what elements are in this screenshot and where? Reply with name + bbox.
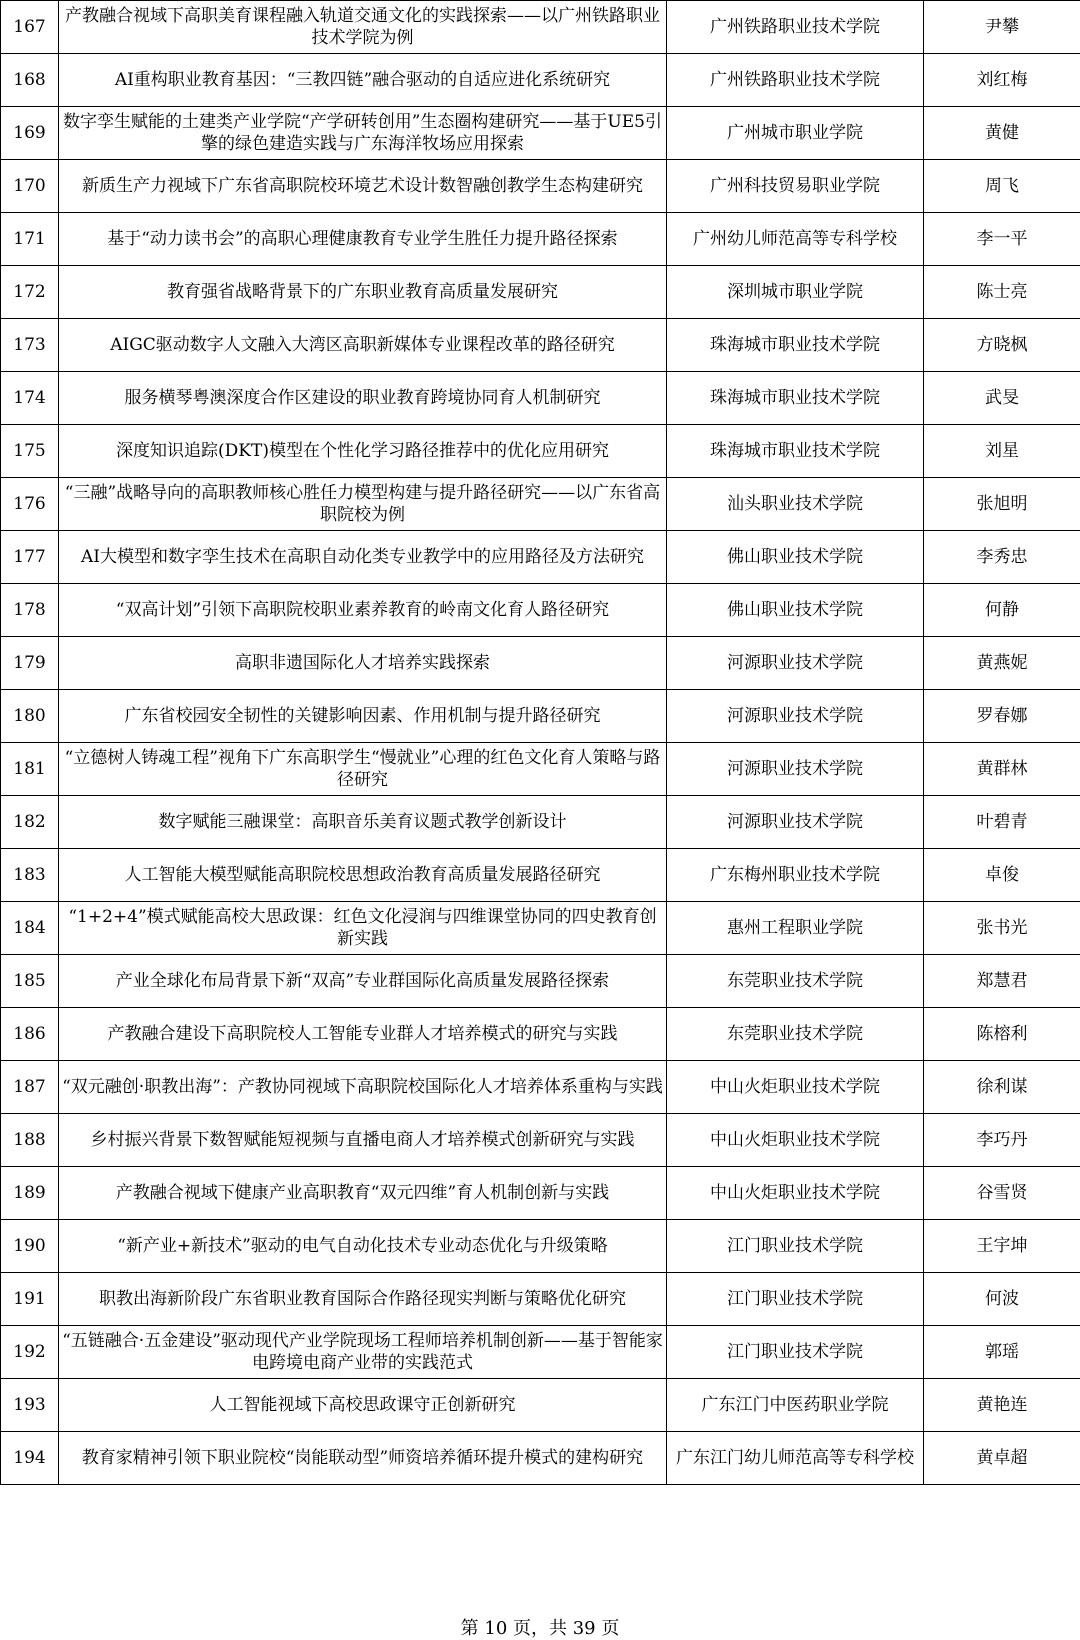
project-title: 产教融合视域下高职美育课程融入轨道交通文化的实践探索——以广州铁路职业技术学院为例: [59, 1, 667, 54]
table-row: [1, 1114, 1080, 1167]
institution: 河源职业技术学院: [667, 743, 924, 796]
row-number: 189: [1, 1167, 59, 1220]
row-number: 184: [1, 902, 59, 955]
project-leader: 张旭明: [924, 478, 1080, 531]
table-row: [1, 637, 1080, 690]
row-number: 193: [1, 1379, 59, 1432]
project-leader: 郑慧君: [924, 955, 1080, 1008]
institution: 广州铁路职业技术学院: [667, 54, 924, 107]
institution: 珠海城市职业技术学院: [667, 372, 924, 425]
project-title: AI重构职业教育基因：“三教四链”融合驱动的自适应进化系统研究: [59, 54, 667, 107]
project-leader: 刘红梅: [924, 54, 1080, 107]
institution: 广州科技贸易职业学院: [667, 160, 924, 213]
project-leader: 方晓枫: [924, 319, 1080, 372]
institution: 东莞职业技术学院: [667, 1008, 924, 1061]
table-row: [1, 54, 1080, 107]
project-title: 教育家精神引领下职业院校“岗能联动型”师资培养循环提升模式的建构研究: [59, 1432, 667, 1485]
project-title: “三融”战略导向的高职教师核心胜任力模型构建与提升路径研究——以广东省高职院校为例: [59, 478, 667, 531]
institution: 中山火炬职业技术学院: [667, 1114, 924, 1167]
project-leader: 何波: [924, 1273, 1080, 1326]
project-title: AI大模型和数字孪生技术在高职自动化类专业教学中的应用路径及方法研究: [59, 531, 667, 584]
table-row: [1, 1, 1080, 54]
project-title: 数字孪生赋能的土建类产业学院“产学研转创用”生态圈构建研究——基于UE5引擎的绿色建造实践与广东海洋牧场应用探索: [59, 107, 667, 160]
table-row: [1, 584, 1080, 637]
row-number: 186: [1, 1008, 59, 1061]
row-number: 170: [1, 160, 59, 213]
project-table-body: [1, 1, 1080, 1485]
project-leader: 黄艳连: [924, 1379, 1080, 1432]
table-row: [1, 955, 1080, 1008]
project-leader: 何静: [924, 584, 1080, 637]
row-number: 187: [1, 1061, 59, 1114]
institution: 广州城市职业学院: [667, 107, 924, 160]
row-number: 168: [1, 54, 59, 107]
institution: 广东梅州职业技术学院: [667, 849, 924, 902]
project-title: AIGC驱动数字人文融入大湾区高职新媒体专业课程改革的路径研究: [59, 319, 667, 372]
table-row: [1, 107, 1080, 160]
project-title: 职教出海新阶段广东省职业教育国际合作路径现实判断与策略优化研究: [59, 1273, 667, 1326]
project-title: 人工智能视域下高校思政课守正创新研究: [59, 1379, 667, 1432]
project-title: 产业全球化布局背景下新“双高”专业群国际化高质量发展路径探索: [59, 955, 667, 1008]
table-row: [1, 425, 1080, 478]
table-row: [1, 796, 1080, 849]
institution: 江门职业技术学院: [667, 1326, 924, 1379]
project-title: 乡村振兴背景下数智赋能短视频与直播电商人才培养模式创新研究与实践: [59, 1114, 667, 1167]
table-row: [1, 1061, 1080, 1114]
project-leader: 黄健: [924, 107, 1080, 160]
row-number: 176: [1, 478, 59, 531]
row-number: 173: [1, 319, 59, 372]
table-row: [1, 743, 1080, 796]
row-number: 185: [1, 955, 59, 1008]
row-number: 181: [1, 743, 59, 796]
table-row: [1, 849, 1080, 902]
project-title: 服务横琴粤澳深度合作区建设的职业教育跨境协同育人机制研究: [59, 372, 667, 425]
row-number: 180: [1, 690, 59, 743]
institution: 中山火炬职业技术学院: [667, 1061, 924, 1114]
table-row: [1, 531, 1080, 584]
row-number: 174: [1, 372, 59, 425]
project-title: “双高计划”引领下高职院校职业素养教育的岭南文化育人路径研究: [59, 584, 667, 637]
project-leader: 郭瑶: [924, 1326, 1080, 1379]
project-title: 广东省校园安全韧性的关键影响因素、作用机制与提升路径研究: [59, 690, 667, 743]
row-number: 194: [1, 1432, 59, 1485]
project-leader: 李秀忠: [924, 531, 1080, 584]
institution: 江门职业技术学院: [667, 1220, 924, 1273]
project-title: 数字赋能三融课堂：高职音乐美育议题式教学创新设计: [59, 796, 667, 849]
row-number: 182: [1, 796, 59, 849]
institution: 江门职业技术学院: [667, 1273, 924, 1326]
project-leader: 黄燕妮: [924, 637, 1080, 690]
institution: 佛山职业技术学院: [667, 584, 924, 637]
institution: 珠海城市职业技术学院: [667, 425, 924, 478]
project-title: 产教融合视域下健康产业高职教育“双元四维”育人机制创新与实践: [59, 1167, 667, 1220]
project-leader: 黄卓超: [924, 1432, 1080, 1485]
project-leader: 陈榕利: [924, 1008, 1080, 1061]
institution: 河源职业技术学院: [667, 637, 924, 690]
project-leader: 徐利谋: [924, 1061, 1080, 1114]
table-row: [1, 1326, 1080, 1379]
project-title: 高职非遗国际化人才培养实践探索: [59, 637, 667, 690]
project-leader: 周飞: [924, 160, 1080, 213]
row-number: 178: [1, 584, 59, 637]
project-leader: 卓俊: [924, 849, 1080, 902]
institution: 广州铁路职业技术学院: [667, 1, 924, 54]
page-footer: 第 10 页，共 39 页: [0, 1614, 1080, 1640]
project-leader: 黄群林: [924, 743, 1080, 796]
project-leader: 尹攀: [924, 1, 1080, 54]
table-row: [1, 1379, 1080, 1432]
table-row: [1, 213, 1080, 266]
institution: 河源职业技术学院: [667, 796, 924, 849]
row-number: 192: [1, 1326, 59, 1379]
row-number: 177: [1, 531, 59, 584]
institution: 珠海城市职业技术学院: [667, 319, 924, 372]
table-row: [1, 160, 1080, 213]
project-leader: 张书光: [924, 902, 1080, 955]
institution: 惠州工程职业学院: [667, 902, 924, 955]
project-leader: 刘星: [924, 425, 1080, 478]
project-title: “立德树人铸魂工程”视角下广东高职学生“慢就业”心理的红色文化育人策略与路径研究: [59, 743, 667, 796]
project-title: 新质生产力视域下广东省高职院校环境艺术设计数智融创教学生态构建研究: [59, 160, 667, 213]
row-number: 171: [1, 213, 59, 266]
institution: 深圳城市职业学院: [667, 266, 924, 319]
institution: 广州幼儿师范高等专科学校: [667, 213, 924, 266]
project-leader: 王宇坤: [924, 1220, 1080, 1273]
project-title: “双元融创·职教出海”：产教协同视域下高职院校国际化人才培养体系重构与实践: [59, 1061, 667, 1114]
project-leader: 李巧丹: [924, 1114, 1080, 1167]
institution: 汕头职业技术学院: [667, 478, 924, 531]
project-title: 产教融合建设下高职院校人工智能专业群人才培养模式的研究与实践: [59, 1008, 667, 1061]
project-leader: 罗春娜: [924, 690, 1080, 743]
row-number: 191: [1, 1273, 59, 1326]
project-leader: 陈士亮: [924, 266, 1080, 319]
project-title: 教育强省战略背景下的广东职业教育高质量发展研究: [59, 266, 667, 319]
project-title: “五链融合·五金建设”驱动现代产业学院现场工程师培养机制创新——基于智能家电跨境电商产业带的实践范式: [59, 1326, 667, 1379]
row-number: 183: [1, 849, 59, 902]
project-leader: 李一平: [924, 213, 1080, 266]
table-row: [1, 1432, 1080, 1485]
table-row: [1, 1273, 1080, 1326]
institution: 广东江门中医药职业学院: [667, 1379, 924, 1432]
table-row: [1, 319, 1080, 372]
table-row: [1, 478, 1080, 531]
project-leader: 叶碧青: [924, 796, 1080, 849]
institution: 河源职业技术学院: [667, 690, 924, 743]
table-row: [1, 1167, 1080, 1220]
institution: 中山火炬职业技术学院: [667, 1167, 924, 1220]
table-row: [1, 690, 1080, 743]
row-number: 175: [1, 425, 59, 478]
project-title: 基于“动力读书会”的高职心理健康教育专业学生胜任力提升路径探索: [59, 213, 667, 266]
project-title: “新产业+新技术”驱动的电气自动化技术专业动态优化与升级策略: [59, 1220, 667, 1273]
row-number: 172: [1, 266, 59, 319]
row-number: 169: [1, 107, 59, 160]
project-title: “1+2+4”模式赋能高校大思政课：红色文化浸润与四维课堂协同的四史教育创新实践: [59, 902, 667, 955]
table-row: [1, 1008, 1080, 1061]
table-row: [1, 902, 1080, 955]
project-title: 人工智能大模型赋能高职院校思想政治教育高质量发展路径研究: [59, 849, 667, 902]
project-leader: 谷雪贤: [924, 1167, 1080, 1220]
row-number: 179: [1, 637, 59, 690]
row-number: 188: [1, 1114, 59, 1167]
row-number: 190: [1, 1220, 59, 1273]
project-title: 深度知识追踪(DKT)模型在个性化学习路径推荐中的优化应用研究: [59, 425, 667, 478]
project-leader: 武旻: [924, 372, 1080, 425]
institution: 东莞职业技术学院: [667, 955, 924, 1008]
institution: 广东江门幼儿师范高等专科学校: [667, 1432, 924, 1485]
row-number: 167: [1, 1, 59, 54]
institution: 佛山职业技术学院: [667, 531, 924, 584]
table-row: [1, 266, 1080, 319]
table-row: [1, 372, 1080, 425]
table-row: [1, 1220, 1080, 1273]
